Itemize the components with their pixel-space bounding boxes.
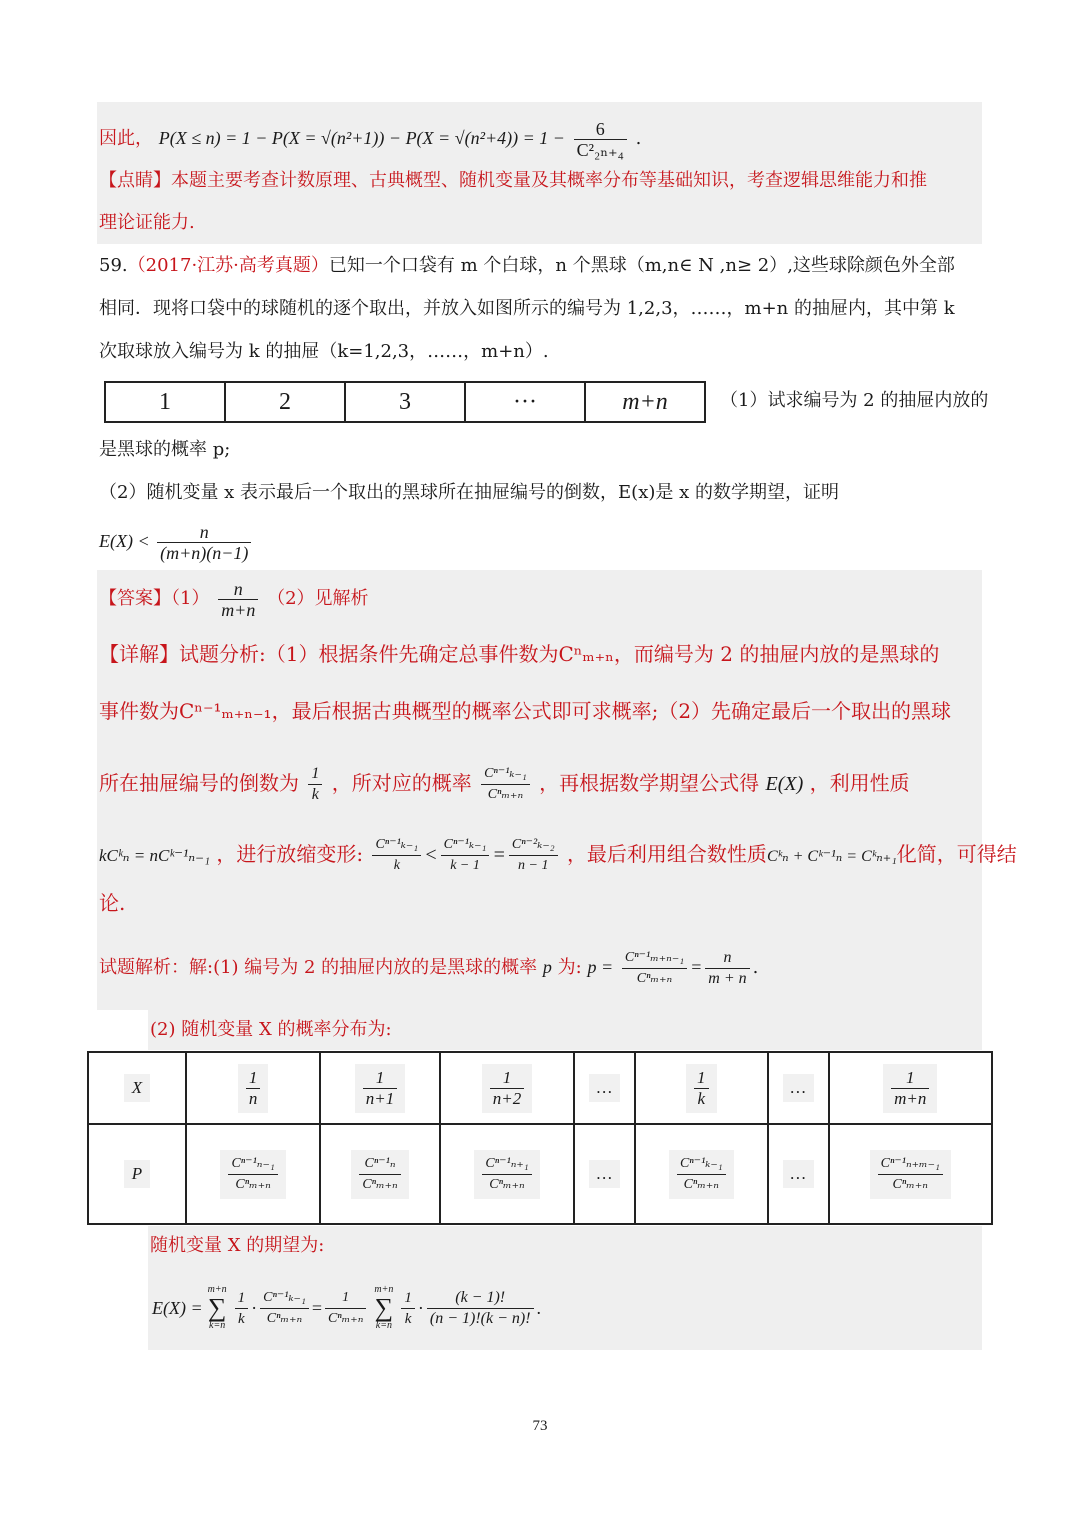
- part2-line: （2）随机变量 x 表示最后一个取出的黑球所在抽屉编号的倒数，E(x)是 x 的数学期望，证明: [99, 482, 839, 503]
- distribution-table: [87, 1051, 993, 1225]
- answer-fraction: $\frac{n}{m+n}$: [218, 579, 258, 620]
- drawer-2: 2: [226, 383, 346, 421]
- solution-line: 试题解析：解:(1) 编号为 2 的抽屉内放的是黑球的概率 p 为: p = $\frac{\text{Cⁿ⁻¹ₘ₊ₙ₋₁}}{\text{Cⁿₘ₊ₙ}}$ = $\frac{n}{m + n}$ .: [99, 948, 759, 987]
- x-cell-5: $\frac{1}{k}$: [686, 1064, 717, 1113]
- therefore-line: 因此， P(X ≤ n) = 1 − P(X = √(n²+1)) − P(X = √(n²+4)) = 1 − $\frac{6}{\text{C²₂ₙ₊₄}}$ .: [99, 118, 642, 160]
- detail-line2: 事件数为Cⁿ⁻¹ₘ₊ₙ₋₁，最后根据古典概型的概率公式即可求概率;（2）先确定最后一个取出的黑球: [99, 699, 952, 723]
- x-cell-4: …: [589, 1074, 620, 1102]
- drawer-1: 1: [106, 383, 226, 421]
- detail-label: 【详解】: [99, 642, 179, 666]
- p-cell-5: $\frac{\text{Cⁿ⁻¹ₖ₋₁}}{\text{Cⁿₘ₊ₙ}}$: [669, 1150, 734, 1199]
- drawer-ellipsis: ···: [466, 383, 586, 421]
- question-line2: 相同．现将口袋中的球随机的逐个取出，并放入如图所示的编号为 1,2,3，……，m+n 的抽屉内，其中第 k: [99, 298, 955, 319]
- detail-line5: 论.: [99, 891, 126, 915]
- x-cell-2: $\frac{1}{n+1}$: [355, 1064, 405, 1113]
- dianjing-line2: 理论证能力.: [99, 212, 195, 233]
- therefore-prefix: 因此，: [99, 128, 153, 149]
- question-source: （2017·江苏·高考真题）: [127, 255, 329, 276]
- x-cell-3: $\frac{1}{n+2}$: [482, 1064, 532, 1113]
- detail-line4: kCᵏₙ = nCᵏ⁻¹ₙ₋₁ ，进行放缩变形: $\frac{\text{Cⁿ⁻¹ₖ₋₁}}{k}$ < $\frac{\text{Cⁿ⁻¹ₖ₋₁}}{k - 1}$ = $\frac{\text{Cⁿ⁻²ₖ₋₂}}{n - 1}$ ，最后利用组合数性质Cᵏₙ + Cᵏ⁻¹ₙ = Cᵏₙ₊₁化简，可得结: [99, 837, 1017, 873]
- distribution-title: (2) 随机变量 X 的概率分布为:: [150, 1019, 392, 1040]
- drawer-last: m+n: [622, 388, 668, 415]
- part1-b: 是黑球的概率 p;: [99, 439, 231, 460]
- row-label-p: P: [124, 1160, 150, 1188]
- part1-a: （1）试求编号为 2 的抽屉内放的: [720, 390, 989, 411]
- answer-label: 【答案】: [99, 588, 171, 609]
- p-cell-2: $\frac{\text{Cⁿ⁻¹ₙ}}{\text{Cⁿₘ₊ₙ}}$: [351, 1150, 408, 1199]
- expectation-title: 随机变量 X 的期望为:: [150, 1235, 325, 1256]
- p-cell-3: $\frac{\text{Cⁿ⁻¹ₙ₊₁}}{\text{Cⁿₘ₊ₙ}}$: [474, 1150, 539, 1199]
- p-cell-6: …: [783, 1160, 814, 1188]
- dianjing-line1: 【点睛】本题主要考查计数原理、古典概型、随机变量及其概率分布等基础知识，考查逻辑思维能力和推: [99, 170, 927, 191]
- detail-line1: 【详解】试题分析:（1）根据条件先确定总事件数为Cⁿₘ₊ₙ，而编号为 2 的抽屉内放的是黑球的: [99, 642, 940, 666]
- detail-line3: 所在抽屉编号的倒数为 $\frac{1}{k}$ ，所对应的概率 $\frac{\text{Cⁿ⁻¹ₖ₋₁}}{\text{Cⁿₘ₊ₙ}}$ ，再根据数学期望公式得 E(X) ，利用性质: [99, 765, 910, 803]
- question-line3: 次取球放入编号为 k 的抽屉（k=1,2,3，……，m+n）.: [99, 341, 549, 362]
- inequality-fraction: $\frac{n}{(m+n)(n-1)}$: [157, 522, 251, 563]
- answer-line: 【答案】（1） $\frac{n}{m+n}$ （2）见解析: [99, 578, 369, 620]
- p-cell-1: $\frac{\text{Cⁿ⁻¹ₙ₋₁}}{\text{Cⁿₘ₊ₙ}}$: [220, 1150, 285, 1199]
- table-row-x: [88, 1052, 992, 1124]
- p-cell-7: $\frac{\text{Cⁿ⁻¹ₙ₊ₘ₋₁}}{\text{Cⁿₘ₊ₙ}}$: [870, 1150, 951, 1199]
- therefore-formula: P(X ≤ n) = 1 − P(X = √(n²+1)) − P(X = √(n²+4)) = 1 −: [158, 128, 565, 148]
- expectation-formula: E(X) = m+n ∑ k=n $\frac{1}{k}$ · $\frac{\text{Cⁿ⁻¹ₖ₋₁}}{\text{Cⁿₘ₊ₙ}}$ = $\frac{1}{\text{Cⁿₘ₊ₙ}}$ m+n ∑ k=n $\frac{1}{k}$ · $\frac{(k - 1)!}{(n - 1)!(k - n)!}$ .: [152, 1284, 542, 1331]
- question-number: 59.: [99, 255, 128, 276]
- therefore-fraction: $\frac{6}{\text{C²₂ₙ₊₄}}$: [574, 119, 627, 160]
- row-label-x: X: [124, 1074, 150, 1102]
- inequality: E(X) < $\frac{n}{(m+n)(n-1)}$: [99, 518, 254, 564]
- x-cell-6: …: [783, 1074, 814, 1102]
- drawer-figure: [104, 381, 706, 423]
- question-line1: 59.（2017·江苏·高考真题）已知一个口袋有 m 个白球，n 个黑球（m,n∈ N ,n≥ 2）,这些球除颜色外全部: [99, 255, 955, 276]
- p-cell-4: …: [589, 1160, 620, 1188]
- x-cell-1: $\frac{1}{n}$: [238, 1064, 269, 1113]
- page-number: 73: [532, 1418, 548, 1434]
- x-cell-7: $\frac{1}{m+n}$: [883, 1064, 937, 1113]
- drawer-3: 3: [346, 383, 466, 421]
- dianjing-label: 【点睛】: [99, 170, 171, 191]
- table-row-p: [88, 1124, 992, 1224]
